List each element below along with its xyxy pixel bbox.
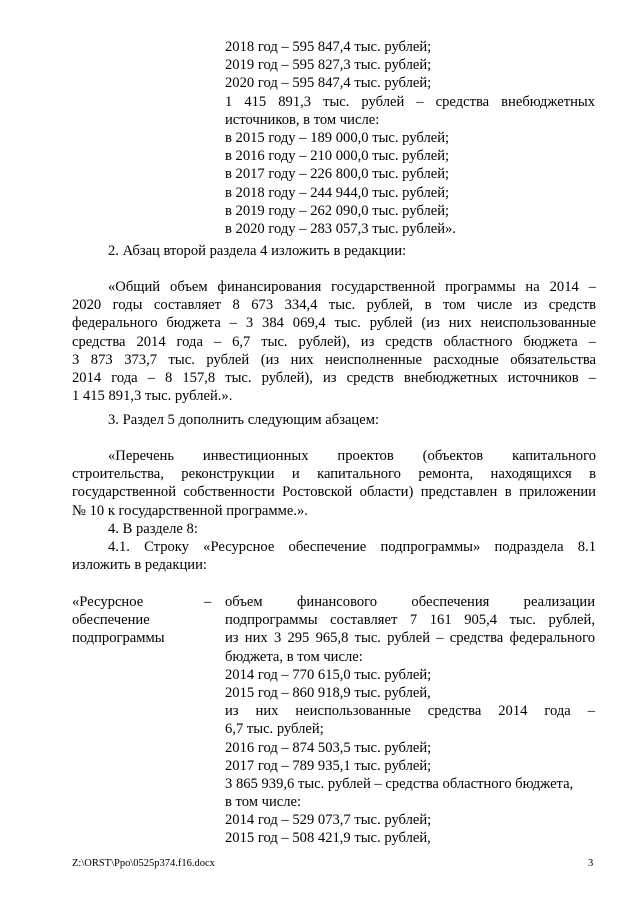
heading-text: 2. Абзац второй раздела 4 изложить в редакции: <box>108 243 407 259</box>
paragraph-line: государственной собственности Ростовской области) представлен в приложении <box>72 484 596 501</box>
heading-text: 4. В разделе 8: <box>108 521 198 537</box>
content-line: 2015 год – 508 421,9 тыс. рублей, <box>225 830 431 847</box>
content-line: в том числе: <box>225 794 302 811</box>
paragraph-line: № 10 к государственной программе.». <box>72 502 308 519</box>
content-line: из них неиспользованные средства 2014 года – <box>225 703 595 720</box>
table-row-dash: – <box>204 594 212 610</box>
page-number: 3 <box>588 858 594 869</box>
list-item: в 2020 году – 283 057,3 тыс. рублей». <box>225 220 456 237</box>
paragraph-line: 2020 годы составляет 8 673 334,4 тыс. рублей, в том числе из средств <box>72 297 596 314</box>
list-item: 2019 год – 595 827,3 тыс. рублей; <box>225 57 432 74</box>
list-item: в 2016 году – 210 000,0 тыс. рублей; <box>225 148 450 165</box>
paragraph-line: 1 415 891,3 тыс. рублей.». <box>72 388 233 405</box>
paragraph-line: «Общий объем финансирования государственной программы на 2014 – <box>108 279 596 295</box>
table-row-content <box>225 593 595 848</box>
content-line: бюджета, в том числе: <box>225 648 363 665</box>
content-line: 2017 год – 789 935,1 тыс. рублей; <box>225 757 432 774</box>
item-4-heading <box>72 520 596 575</box>
list-item: источников, в том числе: <box>225 111 380 128</box>
paragraph-line: изложить в редакции: <box>72 557 207 574</box>
list-item: 1 415 891,3 тыс. рублей – средства внебюджетных <box>225 93 595 110</box>
list-item: 2020 год – 595 847,4 тыс. рублей; <box>225 75 432 92</box>
list-item: 2018 год – 595 847,4 тыс. рублей; <box>225 39 432 55</box>
list-item: в 2019 году – 262 090,0 тыс. рублей; <box>225 202 450 219</box>
footer-file-path: Z:\ORST\Ppo\0525p374.f16.docx <box>72 858 215 869</box>
list-item: в 2018 году – 244 944,0 тыс. рублей; <box>225 184 450 201</box>
list-item: в 2017 году – 226 800,0 тыс. рублей; <box>225 166 450 183</box>
item-2-heading <box>72 242 596 260</box>
content-line: 2015 год – 860 918,9 тыс. рублей, <box>225 684 431 701</box>
content-line: из них 3 295 965,8 тыс. рублей – средства федерального <box>225 630 595 647</box>
paragraph-line: строительства, реконструкции и капитального ремонта, находящихся в <box>72 466 596 483</box>
item-2-paragraph <box>72 278 596 405</box>
label-line: «Ресурсное <box>72 594 144 610</box>
paragraph-line: «Перечень инвестиционных проектов (объектов капитального <box>108 448 596 464</box>
heading-text: 3. Раздел 5 дополнить следующим абзацем: <box>108 412 380 428</box>
content-line: 2016 год – 874 503,5 тыс. рублей; <box>225 739 432 756</box>
content-line: 2014 год – 770 615,0 тыс. рублей; <box>225 666 432 683</box>
paragraph-line: 2014 года – 8 157,8 тыс. рублей), из средств внебюджетных источников – <box>72 369 596 386</box>
paragraph-line: федерального бюджета – 3 384 069,4 тыс. рублей (из них неиспользованные <box>72 315 596 332</box>
label-line: обеспечение <box>72 612 150 629</box>
label-line: подпрограммы <box>72 630 165 647</box>
content-line: 6,7 тыс. рублей; <box>225 721 324 738</box>
paragraph-line: средства 2014 года – 6,7 тыс. рублей), из средств областного бюджета – <box>72 333 596 350</box>
item-3-heading <box>72 411 596 429</box>
table-row-label <box>72 593 220 648</box>
paragraph-line: 3 873 373,7 тыс. рублей (из них неисполненные расходные обязательства <box>72 351 596 368</box>
content-line: подпрограммы составляет 7 161 905,4 тыс. рублей, <box>225 612 595 629</box>
content-line: 2014 год – 529 073,7 тыс. рублей; <box>225 812 432 829</box>
paragraph-line: 4.1. Строку «Ресурсное обеспечение подпрограммы» подраздела 8.1 <box>108 539 596 556</box>
content-line: объем финансового обеспечения реализации <box>225 594 595 610</box>
list-item: в 2015 году – 189 000,0 тыс. рублей; <box>225 129 450 146</box>
content-line: 3 865 939,6 тыс. рублей – средства областного бюджета, <box>225 775 574 792</box>
item-3-paragraph <box>72 447 596 520</box>
top-funding-list <box>225 38 595 238</box>
